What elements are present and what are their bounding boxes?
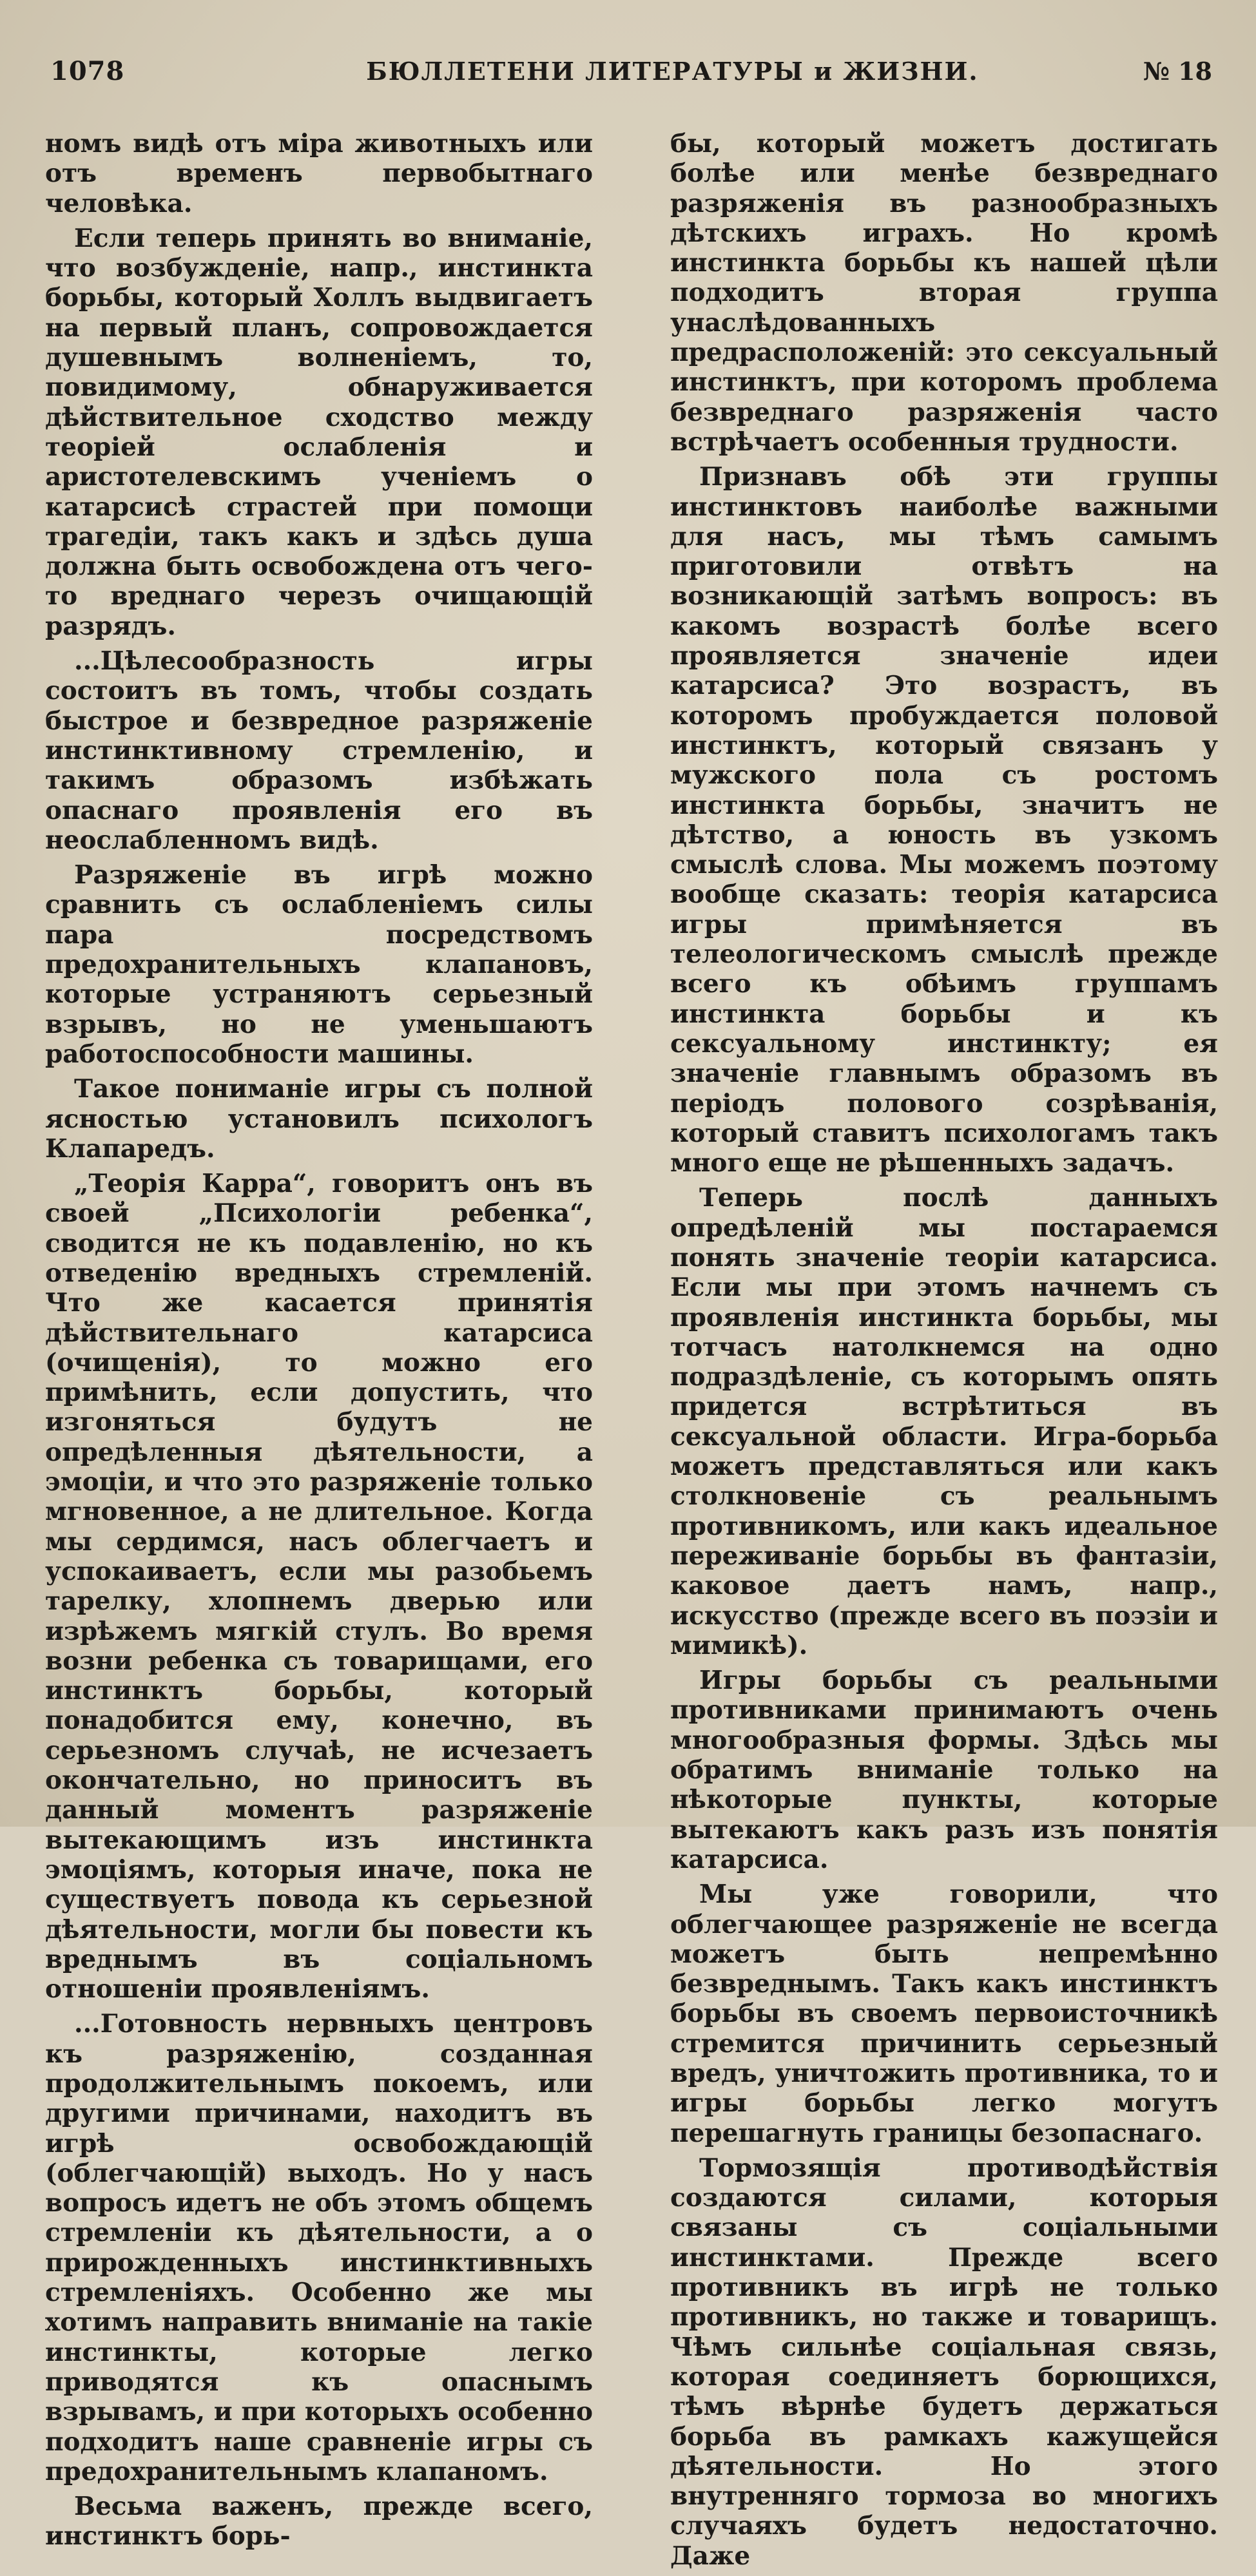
paragraph: „Теорія Карра“, говоритъ онъ въ своей „Психологіи ребенка“, сводится не къ подавленію, но къ отведенію вредныхъ стремленій. Что же касается принятія дѣйствительнаго катарсиса (очищенія), то можно его примѣнить, если допустить, что изгоняться будутъ не опредѣленныя дѣятельности, а эмоціи, и что это разряженіе только мгновенное, а не длительное. Когда мы сердимся, насъ облегчаетъ и успокаиваетъ, если мы разобьемъ тарелку, хлопнемъ дверью или изрѣжемъ мягкій стулъ. Во время возни ребенка съ товарищами, его инстинктъ борьбы, который понадобится ему, конечно, въ серьезномъ случаѣ, не исчезаетъ окончательно, но приноситъ въ данный моментъ разряженіе вытекающимъ изъ инстинкта эмоціямъ, которыя иначе, пока не существуетъ повода къ серьезной дѣятельности, могли бы повести къ вреднымъ въ соціальномъ отношеніи проявленіямъ. xyxy=(45,1169,593,2004)
paragraph: Мы уже говорили, что облегчающее разряженіе не всегда можетъ быть непремѣнно безвреднымъ. Такъ какъ инстинктъ борьбы въ своемъ первоисточникѣ стремится причинить серьезный вредъ, уничтожить противника, то и игры борьбы легко могутъ перешагнуть границы безопаснаго. xyxy=(670,1879,1218,2148)
paragraph: Разряженіе въ игрѣ можно сравнить съ ослабленіемъ силы пара посредствомъ предохранительныхъ клапановъ, которые устраняютъ серьезный взрывъ, но не уменьшаютъ работоспособности машины. xyxy=(45,860,593,1069)
right-column xyxy=(670,129,1218,2576)
left-column xyxy=(45,129,593,2557)
paragraph: ...Цѣлесообразность игры состоитъ въ томъ, чтобы создать быстрое и безвредное разряженіе инстинктивному стремленію, и такимъ образомъ избѣжать опаснаго проявленія его въ неослабленномъ видѣ. xyxy=(45,646,593,855)
paragraph: номъ видѣ отъ міра животныхъ или отъ временъ первобытнаго человѣка. xyxy=(45,129,593,218)
page-header xyxy=(50,52,1212,90)
paragraph: Признавъ обѣ эти группы инстинктовъ наиболѣе важными для насъ, мы тѣмъ самымъ приготовили отвѣтъ на возникающій затѣмъ вопросъ: въ какомъ возрастѣ болѣе всего проявляется значеніе идеи катарсиса? Это возрастъ, въ которомъ пробуждается половой инстинктъ, который связанъ у мужского пола съ ростомъ инстинкта борьбы, значитъ не дѣтство, а юность въ узкомъ смыслѣ слова. Мы можемъ поэтому вообще сказать: теорія катарсиса игры примѣняется въ телеологическомъ смыслѣ прежде всего къ обѣимъ группамъ инстинкта борьбы и къ сексуальному инстинкту; ея значеніе главнымъ образомъ въ періодъ полового созрѣванія, который ставитъ психологамъ такъ много еще не рѣшенныхъ задачъ. xyxy=(670,462,1218,1178)
paragraph: Если теперь принять во вниманіе, что возбужденіе, напр., инстинкта борьбы, который Холлъ выдвигаетъ на первый планъ, сопровождается душевнымъ волненіемъ, то, повидимому, обнаруживается дѣйствительное сходство между теоріей ослабленія и аристотелевскимъ ученіемъ о катарсисѣ страстей при помощи трагедіи, такъ какъ и здѣсь душа должна быть освобождена отъ чего-то вреднаго черезъ очищающій разрядъ. xyxy=(45,223,593,641)
issue-number: № 18 xyxy=(1143,56,1212,86)
paragraph: Теперь послѣ данныхъ опредѣленій мы постараемся понять значеніе теоріи катарсиса. Если мы при этомъ начнемъ съ проявленія инстинкта борьбы, мы тотчасъ натолкнемся на одно подраздѣленіе, съ которымъ опять придется встрѣтиться въ сексуальной области. Игра-борьба можетъ представляться или какъ столкновеніе съ реальнымъ противникомъ, или какъ идеальное переживаніе борьбы въ фантазіи, каковое даетъ намъ, напр., искусство (прежде всего въ поэзіи и мимикѣ). xyxy=(670,1183,1218,1660)
paragraph: Весьма важенъ, прежде всего, инстинктъ борь- xyxy=(45,2492,593,2552)
paragraph: ...Готовность нервныхъ центровъ къ разряженію, созданная продолжительнымъ покоемъ, или другими причинами, находитъ въ игрѣ освобождающій (облегчающій) выходъ. Но у насъ вопросъ идетъ не объ этомъ общемъ стремленіи къ дѣятельности, а о прирожденныхъ инстинктивныхъ стремленіяхъ. Особенно же мы хотимъ направить вниманіе на такіе инстинкты, которые легко приводятся къ опаснымъ взрывамъ, и при которыхъ особенно подходитъ наше сравненіе игры съ предохранительнымъ клапаномъ. xyxy=(45,2009,593,2486)
paragraph: Игры борьбы съ реальными противниками принимаютъ очень многообразныя формы. Здѣсь мы обратимъ вниманіе только на нѣкоторые пункты, которые вытекаютъ какъ разъ изъ понятія катарсиса. xyxy=(670,1666,1218,1874)
paragraph: Тормозящія противодѣйствія создаются силами, которыя связаны съ соціальными инстинктами. Прежде всего противникъ въ игрѣ не только противникъ, но также и товарищъ. Чѣмъ сильнѣе соціальная связь, которая соединяетъ борющихся, тѣмъ вѣрнѣе будетъ держаться борьба въ рамкахъ кажущейся дѣятельности. Но этого внутренняго тормоза во многихъ случаяхъ будетъ недостаточно. Даже xyxy=(670,2153,1218,2571)
page-number: 1078 xyxy=(50,55,125,86)
journal-title: БЮЛЛЕТЕНИ ЛИТЕРАТУРЫ и ЖИЗНИ. xyxy=(366,56,979,86)
paragraph: Такое пониманіе игры съ полной ясностью установилъ психологъ Клапаредъ. xyxy=(45,1074,593,1164)
paragraph: бы, который можетъ достигать болѣе или менѣе безвреднаго разряженія въ разнообразныхъ дѣтскихъ играхъ. Но кромѣ инстинкта борьбы къ нашей цѣли подходитъ вторая группа унаслѣдованныхъ предрасположеній: это сексуальный инстинктъ, при которомъ проблема безвреднаго разряженія часто встрѣчаетъ особенныя трудности. xyxy=(670,129,1218,457)
